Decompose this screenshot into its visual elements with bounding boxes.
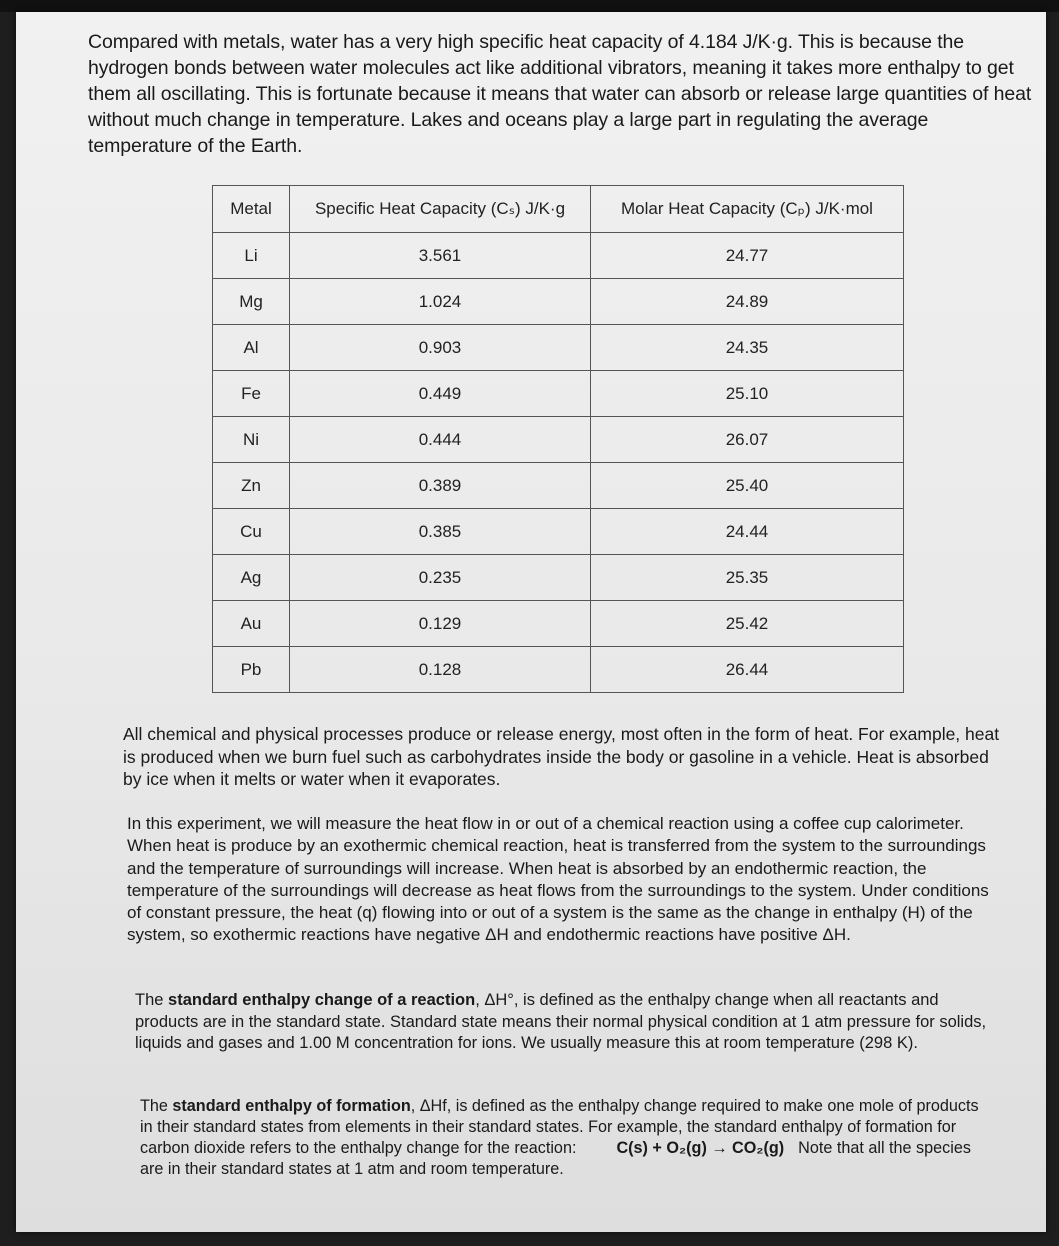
table-row [213, 555, 904, 601]
molar-heat-cell: 25.40 [591, 463, 904, 509]
top-border [0, 0, 1059, 12]
metal-cell: Au [213, 601, 290, 647]
header-specific-heat: Specific Heat Capacity (Cₛ) J/K·g [290, 186, 591, 233]
p5-rest: , ΔHf, is defined as the enthalpy change required to make one mole of products in their standard states from elements in their standard states. For example, the standard enthalpy of formation for carbon dioxide refers to the enthalpy change for the reaction: [140, 1097, 979, 1157]
specific-heat-cell: 0.129 [290, 601, 591, 647]
table-header-row [213, 186, 904, 233]
header-molar-heat: Molar Heat Capacity (Cₚ) J/K·mol [591, 186, 904, 233]
metal-cell: Li [213, 233, 290, 279]
specific-heat-cell: 0.128 [290, 647, 591, 693]
table-row [213, 371, 904, 417]
table-row [213, 325, 904, 371]
table-body [213, 233, 904, 693]
table-row [213, 601, 904, 647]
p4-lead: The [135, 991, 169, 1009]
molar-heat-cell: 26.44 [591, 647, 904, 693]
table-row [213, 417, 904, 463]
specific-heat-cell: 0.903 [290, 325, 591, 371]
specific-heat-cell: 3.561 [290, 233, 591, 279]
p5-term: standard enthalpy of formation [172, 1097, 411, 1115]
molar-heat-cell: 24.77 [591, 233, 904, 279]
p5-tail: Note that all the species are in their standard states at 1 atm and room temperature. [140, 1139, 971, 1178]
table-row [213, 233, 904, 279]
paragraph-experiment: In this experiment, we will measure the heat flow in or out of a chemical reaction using a coffee cup calorimeter. When heat is produce by an exothermic chemical reaction, heat is transferred from the system to the surroundings and the temperature of surroundings will increase. When heat is absorbed by an endothermic reaction, the temperature of the surroundings will decrease as heat flows from the surroundings to the system. Under conditions of constant pressure, the heat (q) flowing into or out of a system is the same as the change in enthalpy (H) of the system, so exothermic reactions have negative ΔH and endothermic reactions have positive ΔH. [127, 814, 989, 945]
metal-cell: Mg [213, 279, 290, 325]
metal-cell: Al [213, 325, 290, 371]
intro-paragraph: Compared with metals, water has a very high specific heat capacity of 4.184 J/K·g. This is because the hydrogen bonds between water molecules act like additional vibrators, meaning it takes more enthalpy to get them all oscillating. This is fortunate because it means that water can absorb or release large quantities of heat without much change in temperature. Lakes and oceans play a large part in regulating the average temperature of the Earth. [88, 31, 1032, 157]
table-row [213, 463, 904, 509]
metal-cell: Fe [213, 371, 290, 417]
molar-heat-cell: 24.89 [591, 279, 904, 325]
paragraph-heat-processes: All chemical and physical processes produce or release energy, most often in the form of heat. For example, heat is produced when we burn fuel such as carbohydrates inside the body or gasoline in a vehicle. Heat is absorbed by ice when it melts or water when it evaporates. [123, 724, 1000, 789]
document-page [16, 12, 1046, 1232]
molar-heat-cell: 24.44 [591, 509, 904, 555]
specific-heat-cell: 0.235 [290, 555, 591, 601]
molar-heat-cell: 25.35 [591, 555, 904, 601]
p5-lead: The [140, 1097, 173, 1115]
paragraph-standard-enthalpy-formation [140, 1096, 995, 1180]
formation-equation: C(s) + O₂(g) → CO₂(g) [616, 1139, 785, 1157]
specific-heat-cell: 0.389 [290, 463, 591, 509]
heat-capacity-table [212, 185, 904, 693]
p4-rest: , ΔH°, is defined as the enthalpy change when all reactants and products are in the standard state. Standard state means their normal physical condition at 1 atm pressure for solids, liquids and gases and 1.00 M concentration for ions. We usually measure this at room temperature (298 K). [135, 991, 987, 1052]
molar-heat-cell: 24.35 [591, 325, 904, 371]
specific-heat-cell: 0.449 [290, 371, 591, 417]
specific-heat-cell: 0.444 [290, 417, 591, 463]
paragraph-standard-enthalpy-change [135, 990, 995, 1055]
p4-term: standard enthalpy change of a reaction [168, 991, 476, 1009]
metal-cell: Ni [213, 417, 290, 463]
specific-heat-cell: 1.024 [290, 279, 591, 325]
metal-cell: Cu [213, 509, 290, 555]
molar-heat-cell: 26.07 [591, 417, 904, 463]
metal-cell: Zn [213, 463, 290, 509]
metal-cell: Pb [213, 647, 290, 693]
table-row [213, 279, 904, 325]
molar-heat-cell: 25.10 [591, 371, 904, 417]
specific-heat-cell: 0.385 [290, 509, 591, 555]
metal-cell: Ag [213, 555, 290, 601]
header-metal: Metal [213, 186, 290, 233]
table-row [213, 509, 904, 555]
molar-heat-cell: 25.42 [591, 601, 904, 647]
table-row [213, 647, 904, 693]
